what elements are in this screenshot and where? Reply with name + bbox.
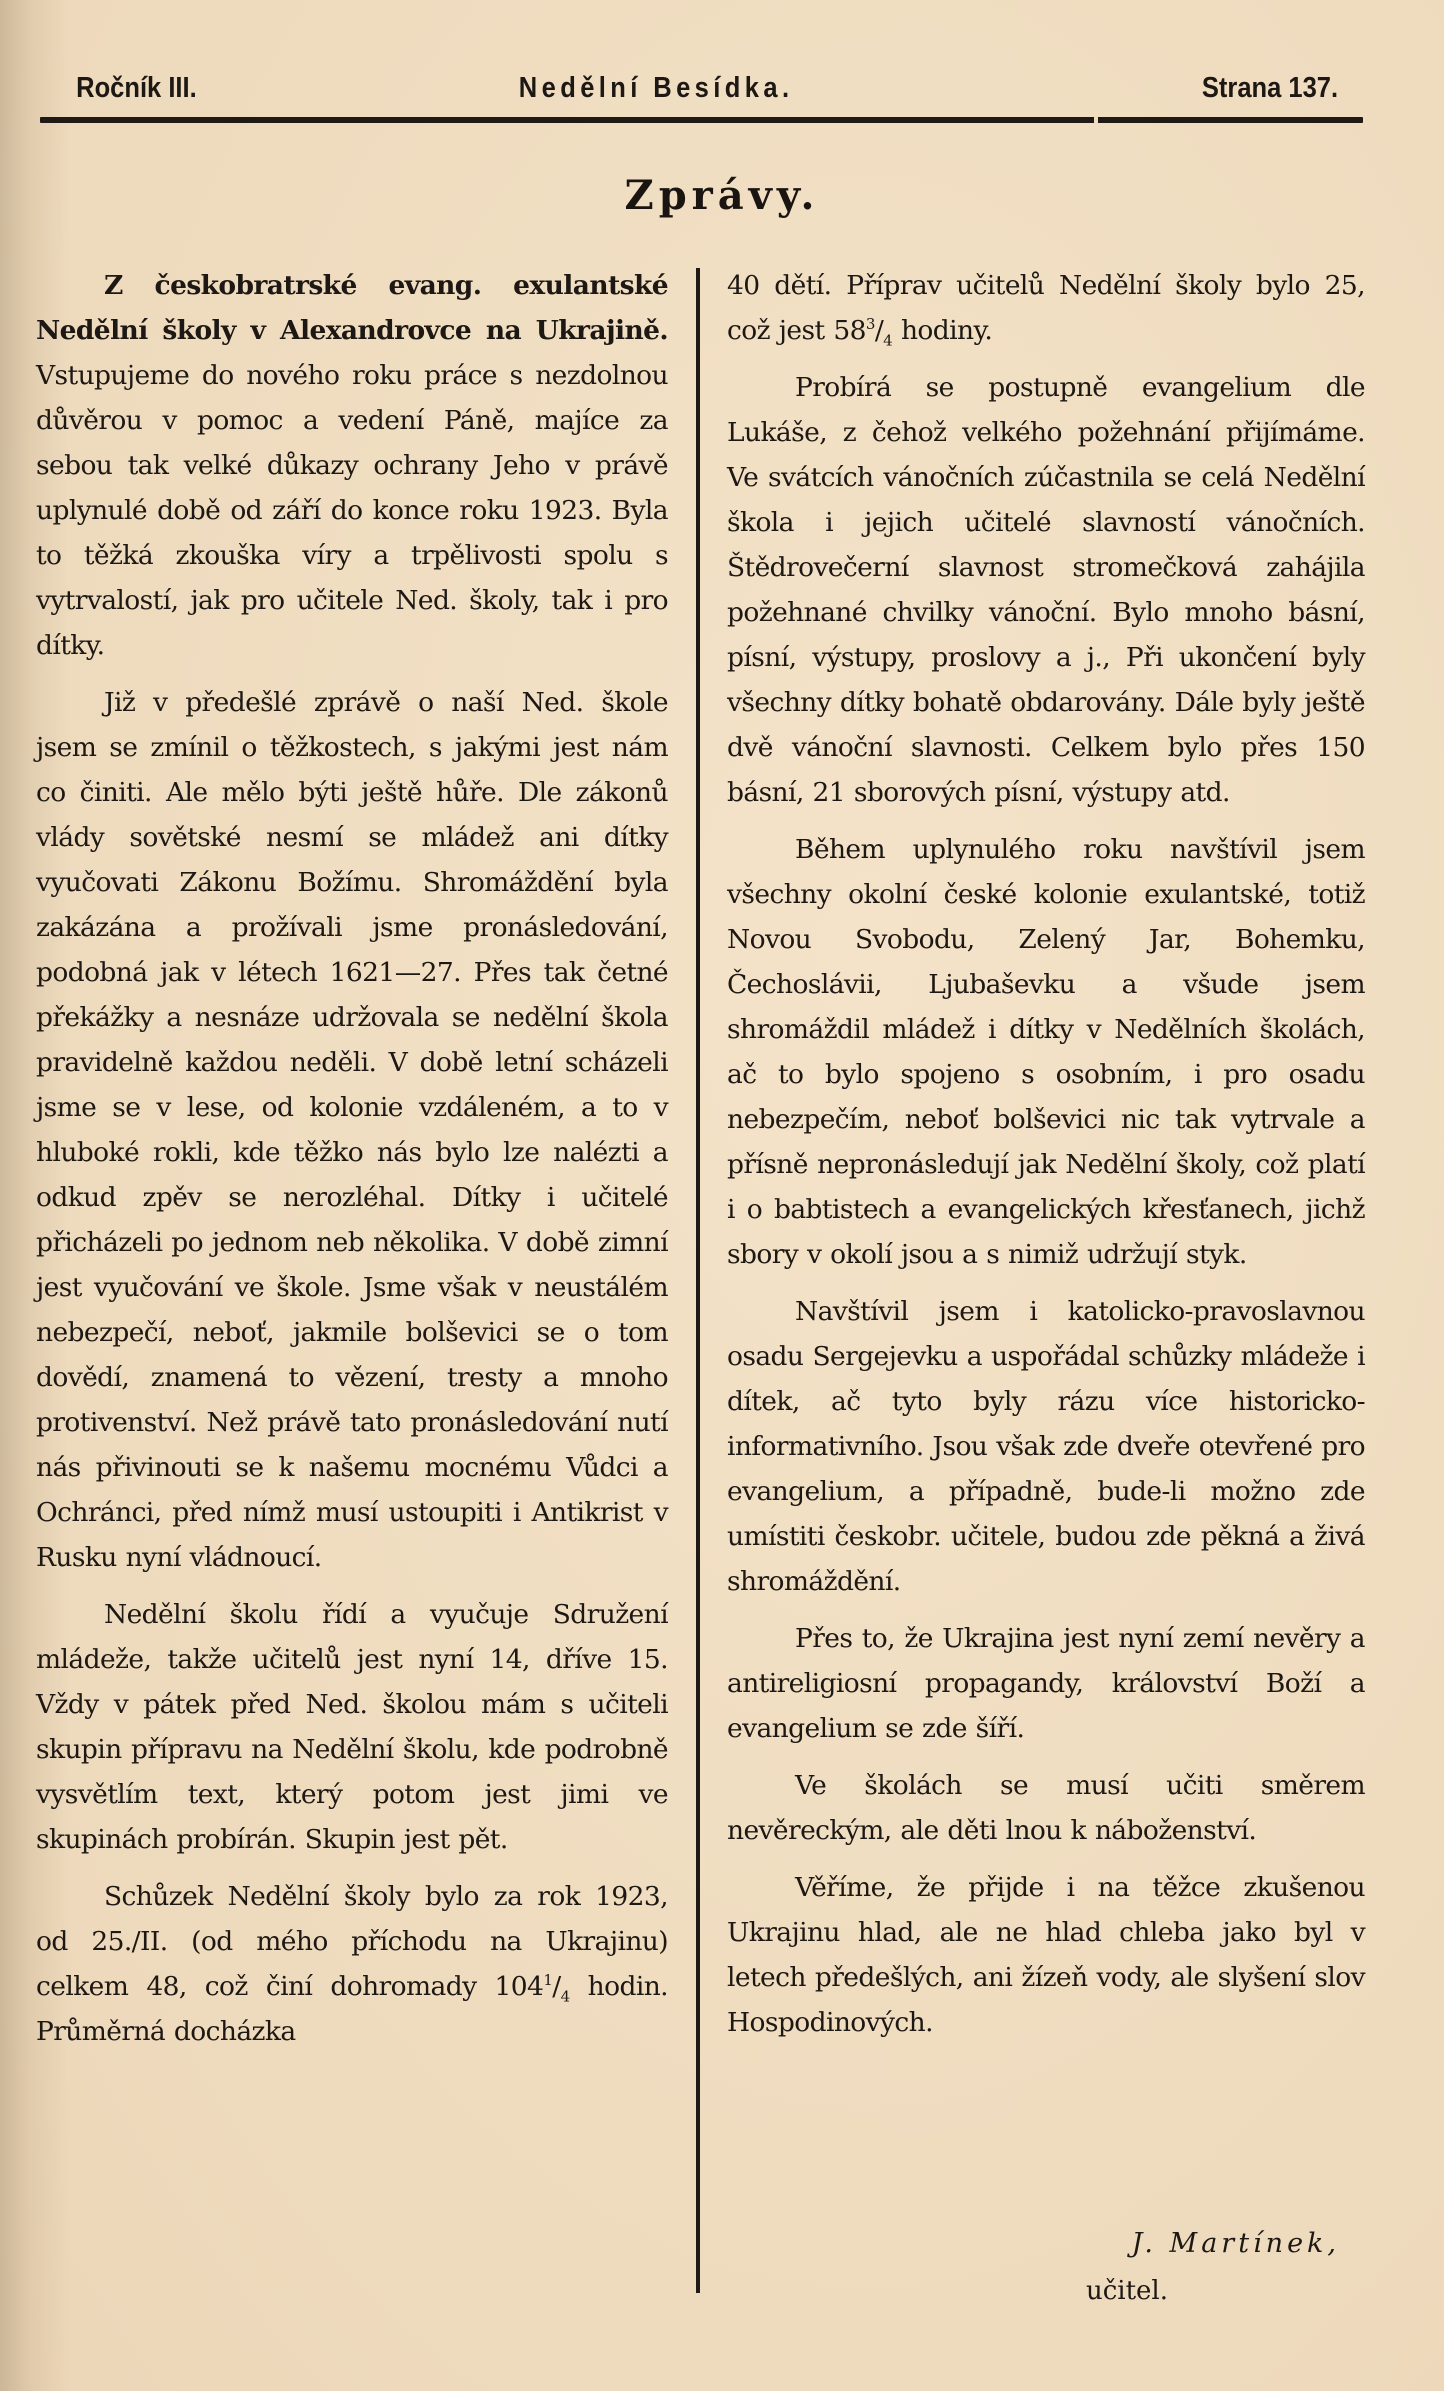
header-rule xyxy=(40,117,1363,123)
paragraph-text: hodiny. xyxy=(892,315,993,346)
paragraph xyxy=(36,263,668,668)
fraction-denominator: 4 xyxy=(560,1987,570,2006)
author-signature: J. Martínek, xyxy=(1131,2228,1340,2259)
paragraph: Během uplynulého roku navštívil jsem všechny okolní české kolonie exulantské, totiž Novou Svobodu, Zelený Jar, Bohemku, Čechoslávii, Ljubaševku a všude jsem shromáždil mládež i dítky v Nedělních školách, ač to bylo spojeno s osobním, i pro osadu nebezpečím, neboť bolševici nic tak vytrvale a přísně nepronásledují jak Nedělní školy, což platí i o babtistech a evangelických křesťanech, jichž sbory v okolí jsou a s nimiž udržují styk. xyxy=(727,834,1365,1270)
paragraph: Přes to, že Ukrajina jest nyní zemí nevěry a antireligiosní propagandy, království Boží a evangelium se zde šíří. xyxy=(727,1623,1365,1744)
paragraph: Navštívil jsem i katolicko-pravoslavnou osadu Sergejevku a uspořádal schůzky mládeže i dítek, ač tyto byly rázu více historicko-informativního. Jsou však zde dveře otevřené pro evangelium, a případně, bude-li možno zde umístiti českobr. učitele, budou zde pěkná a živá shromáždění. xyxy=(727,1296,1365,1597)
author-role: učitel. xyxy=(1085,2276,1169,2306)
paragraph: Věříme, že přijde i na těžce zkušenou Ukrajinu hlad, ale ne hlad chleba jako byl v letech předešlých, ani žízeň vody, ale slyšení slov Hospodinových. xyxy=(727,1872,1365,2038)
paragraph xyxy=(36,1874,668,2054)
paragraph-text: hodin. Průměrná docházka xyxy=(36,1971,668,2047)
paragraph: Nedělní školu řídí a vyučuje Sdružení mládeže, takže učitelů jest nyní 14, dříve 15. Vždy v pátek před Ned. školou mám s učiteli skupin přípravu na Nedělní školu, kde podrobně vysvětlím text, který potom jest jimi ve skupinách probírán. Skupin jest pět. xyxy=(36,1599,668,1855)
left-column xyxy=(36,263,668,2066)
fraction-numerator: 1 xyxy=(543,1971,553,1990)
paragraph: Již v předešlé zprávě o naší Ned. škole jsem se zmínil o těžkostech, s jakými jest nám co činiti. Ale mělo býti ještě hůře. Dle zákonů vlády sovětské nesmí se mládež ani dítky vyučovati Zákonu Božímu. Shromáždění byla zakázána a prožívali jsme pronásledování, podobná jak v létech 1621—27. Přes tak četné překážky a nesnáze udržovala se nedělní škola pravidelně každou neděli. V době letní scházeli jsme se v lese, od kolonie vzdáleném, a to v hluboké rokli, kde těžko nás bylo lze nalézti a odkud zpěv se nerozléhal. Dítky i učitelé přicházeli po jednom neb několika. V době zimní jest vyučování ve škole. Jsme však v neustálém nebezpečí, neboť, jakmile bolševici se o tom dovědí, znamená to vězení, tresty a mnoho protivenství. Než právě tato pronásledování nutí nás přivinouti se k našemu mocnému Vůdci a Ochránci, před nímž musí ustoupiti i Antikrist v Rusku nyní vládnoucí. xyxy=(36,687,668,1573)
fraction-slash: / xyxy=(552,1971,561,2002)
paragraph-text: Vstupujeme do nového roku práce s nezdolnou důvěrou v pomoc a vedení Páně, majíce za sebou tak velké důkazy ochrany Jeho v právě uplynulé době od září do konce roku 1923. Byla to těžká zkouška víry a trpělivosti spolu s vytrvalostí, jak pro učitele Ned. školy, tak i pro dítky. xyxy=(36,360,668,661)
paragraph: Probírá se postupně evangelium dle Lukáše, z čehož velkého požehnání přijímáme. Ve svátcích vánočních zúčastnila se celá Nedělní škola i jejich učitelé slavností vánočních. Štědrovečerní slavnost stromečková zahájila požehnané chvilky vánoční. Bylo mnoho básní, písní, výstupy, proslovy a j., Při ukončení byly všechny dítky bohatě obdarovány. Dále byly ještě dvě vánoční slavnosti. Celkem bylo přes 150 básní, 21 sborových písní, výstupy atd. xyxy=(727,372,1365,808)
fraction xyxy=(865,315,893,350)
fraction-numerator: 3 xyxy=(865,315,875,334)
paragraph-text: Schůzek Nedělní školy bylo za rok 1923, od 25./II. (od mého příchodu na Ukrajinu) celkem 48, což činí dohromady 104 xyxy=(36,1881,668,2002)
publication-name: Nedělní Besídka. xyxy=(518,72,794,104)
page-number: Strana 137. xyxy=(1201,72,1339,104)
header-rule-gap xyxy=(1094,116,1098,124)
paragraph: Ve školách se musí učiti směrem nevěreckým, ale děti lnou k náboženství. xyxy=(727,1770,1365,1846)
fraction xyxy=(543,1971,570,2006)
right-column xyxy=(727,263,1365,2057)
fraction-slash: / xyxy=(874,315,884,346)
paragraph-text: 40 dětí. Příprav učitelů Nedělní školy bylo 25, což jest 58 xyxy=(727,270,1365,346)
article-heading: Z českobratrské evang. exulantské Nedělní školy v Alexandrovce na Ukrajině. xyxy=(36,270,668,346)
paragraph-continuation xyxy=(727,263,1365,353)
section-title: Zprávy. xyxy=(624,172,820,219)
running-header xyxy=(48,72,1339,112)
fraction-denominator: 4 xyxy=(883,331,893,350)
volume-label: Ročník III. xyxy=(76,72,197,104)
column-divider xyxy=(696,268,700,2293)
